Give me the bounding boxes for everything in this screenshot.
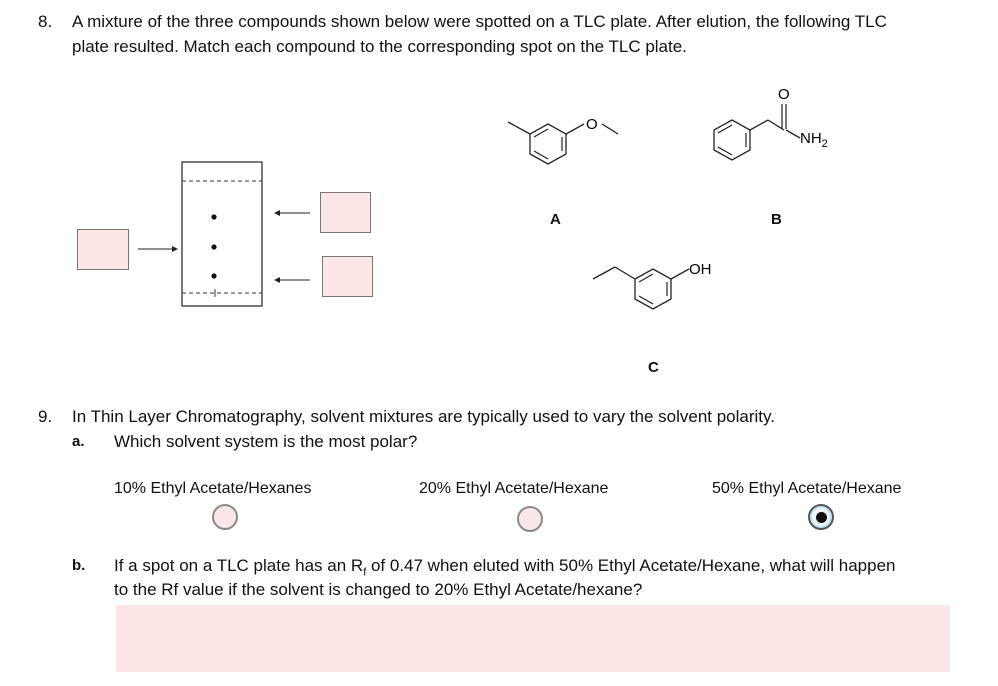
- q8-text-line2: plate resulted. Match each compound to the corresponding spot on the TLC plate.: [72, 37, 687, 56]
- arrow-head-left: [172, 246, 178, 252]
- structure-a-oxygen: O: [586, 116, 598, 133]
- q8-text-line1: A mixture of the three compounds shown below were spotted on a TLC plate. After elution, the following TLC: [72, 12, 887, 31]
- q9-number: 9.: [38, 407, 53, 426]
- structure-b-oxygen: O: [778, 86, 790, 103]
- structure-c: [585, 245, 735, 325]
- svg-text:NH2: [800, 130, 828, 150]
- structure-b-nh: NH: [800, 130, 822, 147]
- radio-option-20[interactable]: [517, 506, 543, 532]
- answer-box-middle-spot[interactable]: [77, 229, 129, 270]
- radio-option-50-selected[interactable]: [808, 504, 834, 530]
- rf-subscript: f: [363, 566, 367, 579]
- q8-number: 8.: [38, 12, 53, 31]
- structure-a-label: A: [550, 211, 561, 228]
- q9b-text-line1: If a spot on a TLC plate has an $R_f$ of 0.47 when eluted with 50% Ethyl Acetate/Hexane, what will happen: [114, 556, 896, 579]
- answer-box-bottom-spot[interactable]: [322, 256, 373, 297]
- structure-c-label: C: [648, 359, 659, 376]
- q9-text: In Thin Layer Chromatography, solvent mixtures are typically used to vary the solvent polarity.: [72, 407, 775, 426]
- q9a-marker: a.: [72, 433, 85, 450]
- structure-b-label: B: [771, 211, 782, 228]
- spot-1: [211, 214, 216, 219]
- option-10-label: 10% Ethyl Acetate/Hexanes: [114, 480, 312, 497]
- q9b-text-line2: to the Rf value if the solvent is changed to 20% Ethyl Acetate/hexane?: [114, 580, 643, 599]
- q9b-response-field[interactable]: [116, 605, 950, 672]
- option-20-label: 20% Ethyl Acetate/Hexane: [419, 480, 609, 497]
- structure-c-oh: OH: [689, 261, 712, 278]
- arrow-head-top-right: [274, 210, 280, 216]
- option-50-label: 50% Ethyl Acetate/Hexane: [712, 480, 902, 497]
- structure-a: [500, 100, 630, 180]
- tlc-plate: [182, 162, 262, 306]
- answer-box-top-spot[interactable]: [320, 192, 371, 233]
- radio-option-10[interactable]: [212, 504, 238, 530]
- q9a-text: Which solvent system is the most polar?: [114, 432, 418, 451]
- spot-3: [211, 273, 216, 278]
- spot-2: [211, 244, 216, 249]
- structure-b-nh-subscript: 2: [821, 138, 828, 150]
- arrow-head-bottom-right: [274, 277, 280, 283]
- structure-b: [700, 80, 850, 180]
- q9b-marker: b.: [72, 557, 86, 574]
